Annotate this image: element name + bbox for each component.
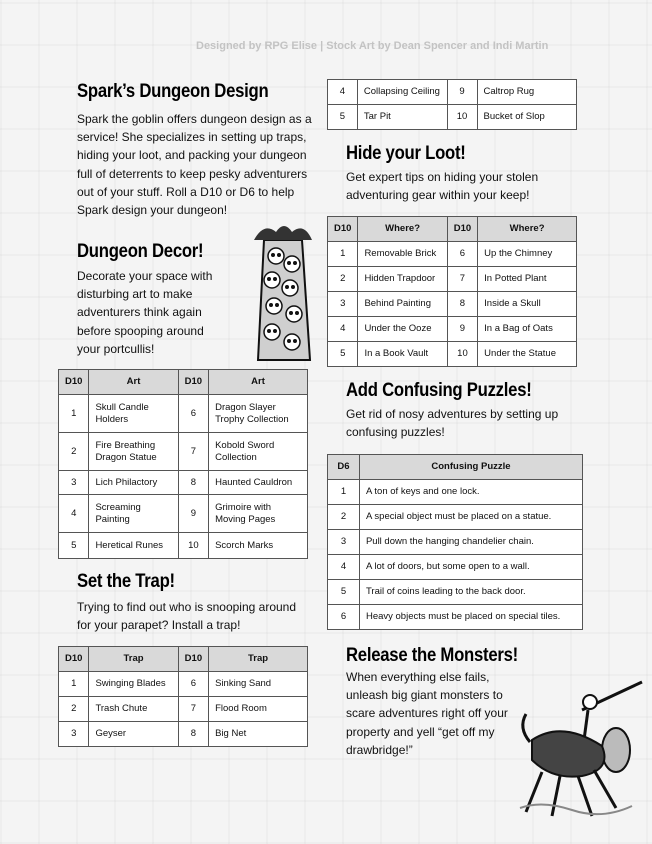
trap-name: Geyser [89,722,178,747]
decor-art: Screaming Painting [89,495,178,533]
loot-roll: 10 [447,342,477,367]
loot-place: Behind Painting [358,292,447,317]
trap-header-trap-a: Trap [89,647,178,672]
loot-heading: Hide your Loot! [346,143,466,164]
decor-roll: 10 [178,533,208,559]
loot-place: Removable Brick [358,242,447,267]
puzzles-heading: Add Confusing Puzzles! [346,380,532,401]
trap-roll: 9 [447,80,477,105]
puzzles-table [327,454,583,630]
puzzle-roll: 4 [328,555,360,580]
puzzles-header-puzzle: Confusing Puzzle [359,455,582,480]
trap-roll: 3 [59,722,89,747]
trap-header-trap-b: Trap [209,647,308,672]
decor-art: Scorch Marks [209,533,308,559]
decor-paragraph: Decorate your space with disturbing art to make adventurers think again before spooping around your portcullis! [77,269,213,356]
decor-roll: 4 [59,495,89,533]
decor-roll: 2 [59,433,89,471]
table-row [59,533,308,559]
decor-art: Skull Candle Holders [89,395,178,433]
trap-roll: 8 [178,722,208,747]
decor-roll: 6 [178,395,208,433]
trap-name: Swinging Blades [89,672,178,697]
table-row [328,105,577,130]
loot-header-where-b: Where? [478,217,577,242]
monsters-paragraph: When everything else fails, unleash big giant monsters to scare adventures right off your property and yell “get off my drawbridge!” [346,670,508,757]
decor-header-d10-a: D10 [59,370,89,395]
loot-header-where-a: Where? [358,217,447,242]
trap-roll: 6 [178,672,208,697]
puzzle-text: A ton of keys and one lock. [359,480,582,505]
decor-art: Haunted Cauldron [209,471,308,495]
loot-place: Hidden Trapdoor [358,267,447,292]
puzzle-roll: 1 [328,480,360,505]
table-row [328,555,583,580]
decor-header-art-b: Art [209,370,308,395]
trap-name: Sinking Sand [209,672,308,697]
table-row [328,292,577,317]
decor-art: Heretical Runes [89,533,178,559]
loot-table [327,216,577,367]
puzzle-roll: 6 [328,605,360,630]
loot-paragraph: Get expert tips on hiding your stolen adventuring gear within your keep! [346,170,539,203]
credits-line: Designed by RPG Elise | Stock Art by Dean Spencer and Indi Martin [196,40,549,52]
loot-roll: 4 [328,317,358,342]
decor-heading: Dungeon Decor! [77,241,204,262]
puzzles-paragraph: Get rid of nosy adventures by setting up confusing puzzles! [346,407,559,440]
puzzles-header-d6: D6 [328,455,360,480]
decor-art: Fire Breathing Dragon Statue [89,433,178,471]
trap-name: Trash Chute [89,697,178,722]
loot-place: In a Bag of Oats [478,317,577,342]
loot-place: In Potted Plant [478,267,577,292]
decor-art: Kobold Sword Collection [209,433,308,471]
trap-name: Bucket of Slop [477,105,576,130]
table-row [59,495,308,533]
trap-table [58,646,308,747]
puzzle-text: Pull down the hanging chandelier chain. [359,530,582,555]
trap-table-continued [327,79,577,130]
decor-roll: 3 [59,471,89,495]
loot-place: Under the Ooze [358,317,447,342]
trap-heading: Set the Trap! [77,571,175,592]
decor-header-art-a: Art [89,370,178,395]
decor-roll: 1 [59,395,89,433]
table-row [328,580,583,605]
skull-pile-illustration [244,220,322,362]
loot-roll: 1 [328,242,358,267]
loot-place: In a Book Vault [358,342,447,367]
puzzle-text: Trail of coins leading to the back door. [359,580,582,605]
table-row [59,471,308,495]
trap-roll: 10 [447,105,477,130]
table-row [328,317,577,342]
trap-name: Collapsing Ceiling [357,80,447,105]
loot-roll: 2 [328,267,358,292]
table-row [59,722,308,747]
decor-header-d10-b: D10 [178,370,208,395]
loot-roll: 8 [447,292,477,317]
table-row [328,530,583,555]
table-row [59,672,308,697]
trap-name: Caltrop Rug [477,80,576,105]
table-row [59,395,308,433]
table-row [59,697,308,722]
table-row [328,342,577,367]
table-row [328,605,583,630]
loot-roll: 7 [447,267,477,292]
loot-header-d10-a: D10 [328,217,358,242]
intro-paragraph: Spark the goblin offers dungeon design as a service! She specializes in setting up traps, hiding your loot, and packing your dungeon full of deterrents to keep pesky adventurers out of your stuff. Roll a D10 or D6 to help Spark design your dungeon! [77,112,312,218]
table-row [328,80,577,105]
decor-art: Grimoire with Moving Pages [209,495,308,533]
loot-place: Up the Chimney [478,242,577,267]
decor-art: Lich Philactory [89,471,178,495]
trap-roll: 5 [328,105,358,130]
loot-roll: 3 [328,292,358,317]
table-row [328,480,583,505]
puzzle-roll: 3 [328,530,360,555]
trap-roll: 1 [59,672,89,697]
trap-roll: 7 [178,697,208,722]
puzzle-text: A special object must be placed on a statue. [359,505,582,530]
table-row [328,242,577,267]
puzzle-roll: 5 [328,580,360,605]
puzzle-text: A lot of doors, but some open to a wall. [359,555,582,580]
skeleton-rider-illustration [512,680,644,820]
trap-roll: 2 [59,697,89,722]
loot-header-d10-b: D10 [447,217,477,242]
table-row [59,433,308,471]
decor-table [58,369,308,559]
loot-roll: 6 [447,242,477,267]
puzzle-roll: 2 [328,505,360,530]
loot-place: Under the Statue [478,342,577,367]
trap-paragraph: Trying to find out who is snooping around for your parapet? Install a trap! [77,600,297,633]
loot-roll: 9 [447,317,477,342]
trap-roll: 4 [328,80,358,105]
trap-name: Tar Pit [357,105,447,130]
monsters-heading: Release the Monsters! [346,645,518,666]
table-row [328,505,583,530]
trap-name: Flood Room [209,697,308,722]
trap-name: Big Net [209,722,308,747]
decor-roll: 5 [59,533,89,559]
decor-roll: 7 [178,433,208,471]
loot-place: Inside a Skull [478,292,577,317]
puzzle-text: Heavy objects must be placed on special tiles. [359,605,582,630]
decor-art: Dragon Slayer Trophy Collection [209,395,308,433]
table-row [328,267,577,292]
trap-header-d10-a: D10 [59,647,89,672]
loot-roll: 5 [328,342,358,367]
decor-roll: 9 [178,495,208,533]
trap-header-d10-b: D10 [178,647,208,672]
decor-roll: 8 [178,471,208,495]
intro-heading: Spark’s Dungeon Design [77,81,269,102]
